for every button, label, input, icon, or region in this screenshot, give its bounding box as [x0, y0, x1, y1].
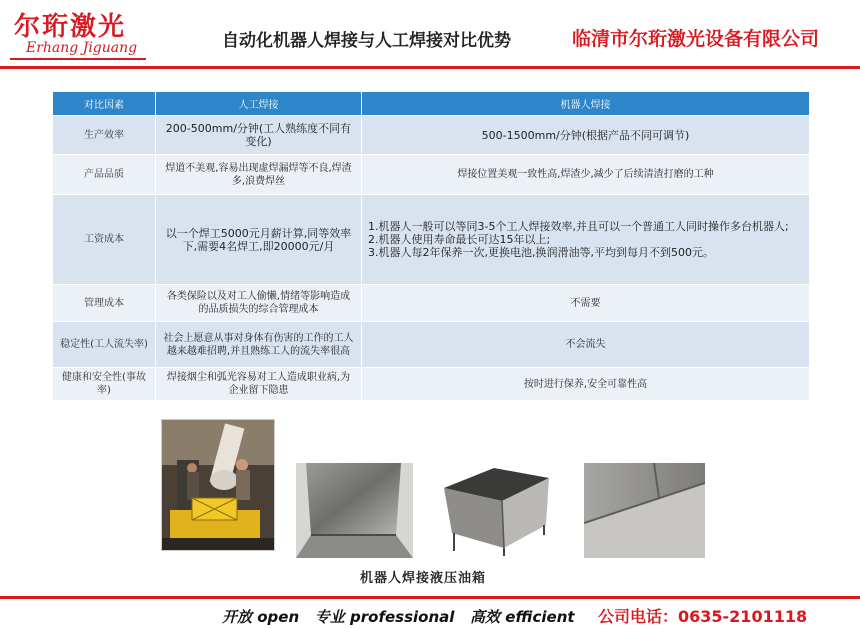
manual-cell: 以一个焊工5000元月薪计算,同等效率下,需要4名焊工,即20000元/月 — [156, 195, 362, 285]
table-row — [53, 322, 810, 368]
factor-cell: 生产效率 — [53, 116, 156, 155]
factor-cell: 稳定性(工人流失率) — [53, 322, 156, 368]
header-divider — [0, 66, 860, 69]
table-header-row — [53, 92, 810, 116]
logo-underline — [10, 58, 146, 60]
weld-seam-photo-1 — [296, 463, 413, 558]
table-row — [53, 368, 810, 401]
table-row — [53, 116, 810, 155]
robot-cell: 按时进行保养,安全可靠性高 — [362, 368, 810, 401]
robot-cell: 不需要 — [362, 285, 810, 322]
table-row — [53, 155, 810, 195]
robot-cost-line: 2.机器人使用寿命最长可达15年以上; — [368, 233, 551, 246]
manual-cell: 200-500mm/分钟(工人熟练度不同有变化) — [156, 116, 362, 155]
column-header-manual: 人工焊接 — [156, 92, 362, 116]
footer-divider — [0, 596, 860, 599]
robot-cell: 500-1500mm/分钟(根据产品不同可调节) — [362, 116, 810, 155]
manual-cell: 焊道不美观,容易出现虚焊漏焊等不良,焊渣多,浪费焊丝 — [156, 155, 362, 195]
company-phone: 公司电话：0635-2101118 — [598, 607, 808, 626]
footer-slogan: 开放 open 专业 professional 高效 efficient — [222, 608, 575, 626]
manual-cell: 各类保险以及对工人偷懒,情绪等影响造成的品质损失的综合管理成本 — [156, 285, 362, 322]
weld-seam-photo-2 — [584, 463, 705, 558]
manual-cell: 社会上愿意从事对身体有伤害的工作的工人越来越难招聘,并且熟练工人的流失率很高 — [156, 322, 362, 368]
table-row — [53, 195, 810, 285]
robot-cost-line: 3.机器人每2年保养一次,更换电池,换润滑油等,平均到每月不到500元。 — [368, 246, 714, 259]
page-title: 自动化机器人焊接与人工焊接对比优势 — [222, 31, 511, 51]
comparison-table — [52, 91, 810, 401]
column-header-factor: 对比因素 — [53, 92, 156, 116]
column-header-robot: 机器人焊接 — [362, 92, 810, 116]
hydraulic-tank-photo — [434, 463, 559, 558]
robot-cell: 焊接位置美观一致性高,焊渣少,减少了后续清渣打磨的工种 — [362, 155, 810, 195]
manual-cell: 焊接烟尘和弧光容易对工人造成职业病,为企业留下隐患 — [156, 368, 362, 401]
factor-cell: 工资成本 — [53, 195, 156, 285]
factor-cell: 产品品质 — [53, 155, 156, 195]
photo-caption: 机器人焊接液压油箱 — [360, 571, 487, 586]
factor-cell: 管理成本 — [53, 285, 156, 322]
robot-cell — [362, 195, 810, 285]
table-row — [53, 285, 810, 322]
robot-welding-workshop-photo — [161, 419, 275, 551]
factor-cell: 健康和安全性(事故率) — [53, 368, 156, 401]
robot-cost-line: 1.机器人一般可以等同3-5个工人焊接效率,并且可以一个普通工人同时操作多台机器人; — [368, 220, 789, 233]
robot-cell: 不会流失 — [362, 322, 810, 368]
logo-cn: 尔珩激光 — [14, 12, 127, 42]
company-name: 临清市尔珩激光设备有限公司 — [572, 28, 820, 50]
logo-en: Erhang Jiguang — [26, 40, 138, 56]
